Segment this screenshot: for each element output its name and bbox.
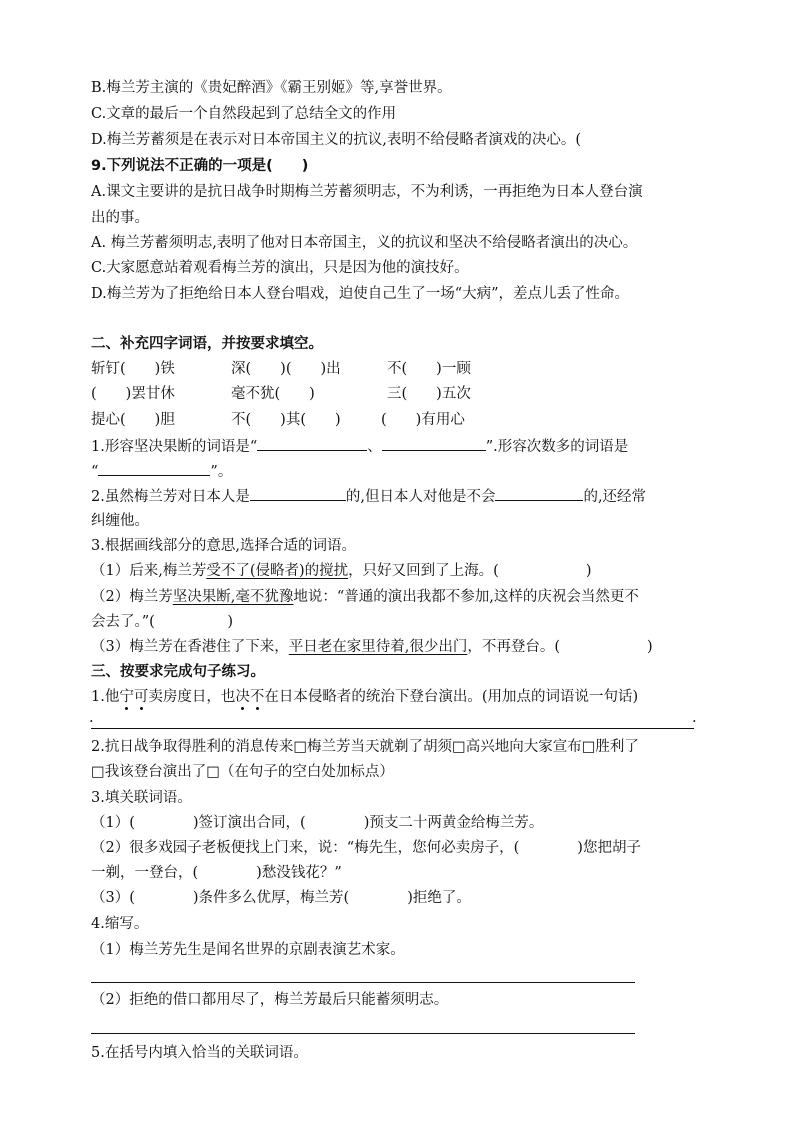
answer-blank[interactable] xyxy=(495,486,583,501)
text: 的,但日本人对他是不会 xyxy=(345,489,496,505)
q9-option-a-line1: A.课文主要讲的是抗日战争时期梅兰芳蓄须明志，不为利诱，一再拒绝为日本人登台演 xyxy=(91,184,643,200)
answer-blank[interactable] xyxy=(98,461,210,476)
section2-title: 二、补充四字词语，并按要求填空。 xyxy=(91,336,323,352)
underlined-phrase: 坚决果断,毫不犹豫 xyxy=(172,589,294,605)
text: 地说：“普通的演出我都不参加,这样的庆祝会当然更不 xyxy=(293,589,639,605)
idiom-item: 不( )一顾 xyxy=(387,361,471,377)
text: 、 xyxy=(367,439,382,455)
text: 在日本侵略者的统治下登台演出。(用加点的词语说一句话) xyxy=(264,689,639,705)
q8-option-b: B.梅兰芳主演的《贵妃醉酒》《霸王别姬》等,享誉世界。 xyxy=(91,80,452,96)
section3-title: 三、按要求完成句子练习。 xyxy=(91,664,265,680)
text: 的,还经常 xyxy=(583,489,647,505)
idiom-item: 斩钉( )铁 xyxy=(91,361,175,377)
idiom-item: 深( )( )出 xyxy=(231,361,341,377)
underlined-phrase: 平日老在家里待着,很少出门 xyxy=(288,639,468,655)
sec3-question-1 xyxy=(91,687,638,707)
idiom-item: ( )有用心 xyxy=(381,412,465,428)
idiom-item: 不( )其( ) xyxy=(231,412,341,428)
sec3-condense-2: （2）拒绝的借口都用尽了，梅兰芳最后只能蓄须明志。 xyxy=(91,992,449,1008)
answer-line[interactable] xyxy=(91,982,635,983)
sec3-condense-1: （1）梅兰芳先生是闻名世界的京剧表演艺术家。 xyxy=(91,942,405,958)
text: ，只好又回到了上海。( ) xyxy=(348,563,592,579)
text: ，不再登台。( ) xyxy=(467,639,653,655)
emphasis-char: 宁 xyxy=(119,689,134,705)
text: ”.形容次数多的词语是 xyxy=(485,439,629,455)
sec2-question-3: 3.根据画线部分的意思,选择合适的词语。 xyxy=(91,538,356,554)
answer-blank[interactable] xyxy=(382,436,486,451)
idiom-item: ( )罢甘休 xyxy=(91,386,175,402)
sec2-question-1 xyxy=(91,436,628,457)
q8-option-c: C.文章的最后一个自然段起到了总结全文的作用 xyxy=(91,106,397,122)
sec2-question-1-cont xyxy=(91,461,232,482)
sec3-conj-3: （3）( )条件多么优厚，梅兰芳( )拒绝了。 xyxy=(91,890,471,906)
sec2-sub-2 xyxy=(91,587,639,607)
q9-option-d: D.梅兰芳为了拒绝给日本人登台唱戏，迫使自己生了一场“大病”，差点儿丢了性命。 xyxy=(91,286,630,302)
dotted-word xyxy=(235,689,264,705)
answer-line[interactable] xyxy=(91,1033,635,1034)
text: ”。 xyxy=(210,464,233,480)
q8-option-d: D.梅兰芳蓄须是在表示对日本帝国主义的抗议,表明不给侵略者演戏的决心。( xyxy=(91,132,581,148)
emphasis-char: 决 xyxy=(235,689,250,705)
answer-line-start-dot: . xyxy=(89,710,94,726)
sec3-question-5: 5.在括号内填入恰当的关联词语。 xyxy=(91,1045,308,1061)
text: 1.他 xyxy=(91,689,120,705)
sec3-question-4: 4.缩写。 xyxy=(91,916,149,932)
q9-option-c: C.大家愿意站着观看梅兰芳的演出，只是因为他的演技好。 xyxy=(91,260,469,276)
text: 2.虽然梅兰芳对日本人是 xyxy=(91,489,250,505)
sec3-question-2-cont: □我该登台演出了□（在句子的空白处加标点） xyxy=(91,764,394,780)
sec2-question-2 xyxy=(91,486,646,507)
text: 1.形容坚决果断的词语是“ xyxy=(91,439,258,455)
answer-blank[interactable] xyxy=(257,436,367,451)
idiom-item: 毫不犹( ) xyxy=(231,386,315,402)
answer-line-end-dot: . xyxy=(692,710,697,726)
text: 卖房度日，也 xyxy=(148,689,236,705)
sec3-question-3: 3.填关联词语。 xyxy=(91,790,192,806)
q9-title: 9.下列说法不正确的一项是( ) xyxy=(91,158,309,174)
q9-option-a2: A. 梅兰芳蓄须明志,表明了他对日本帝国主，义的抗议和坚决不给侵略者演出的决心。 xyxy=(91,235,638,251)
sec2-sub-2-cont: 会去了。”( ) xyxy=(91,614,233,630)
sec2-sub-1 xyxy=(91,561,591,581)
text: （2）梅兰芳 xyxy=(91,589,173,605)
sec3-question-2: 2.抗日战争取得胜利的消息传来□梅兰芳当天就剃了胡须□高兴地向大家宣布□胜利了 xyxy=(91,739,639,755)
idiom-item: 提心( )胆 xyxy=(91,412,175,428)
emphasis-char: 可 xyxy=(133,689,149,705)
idiom-item: 三( )五次 xyxy=(387,386,471,402)
text: （3）梅兰芳在香港住了下来， xyxy=(91,639,289,655)
answer-blank[interactable] xyxy=(250,486,346,501)
sec2-question-2-cont: 纠缠他。 xyxy=(91,513,149,529)
answer-line[interactable] xyxy=(91,728,694,729)
sec3-conj-1: （1）( )签订演出合同，( )预支二十两黄金给梅兰芳。 xyxy=(91,815,544,831)
q9-option-a-line2: 出的事。 xyxy=(91,210,149,226)
underlined-phrase: 受不了(侵略者)的搅扰 xyxy=(206,563,349,579)
sec3-conj-2-cont: 一剃，一登台，( )愁没钱花？” xyxy=(91,865,342,881)
text: “ xyxy=(91,464,99,480)
dotted-word xyxy=(119,689,148,705)
sec2-sub-3 xyxy=(91,637,653,657)
text: （1）后来,梅兰芳 xyxy=(91,563,207,579)
sec3-conj-2: （2）很多戏园子老板便找上门来，说：“梅先生，您何必卖房子，( )您把胡子 xyxy=(91,840,641,856)
emphasis-char: 不 xyxy=(249,689,265,705)
